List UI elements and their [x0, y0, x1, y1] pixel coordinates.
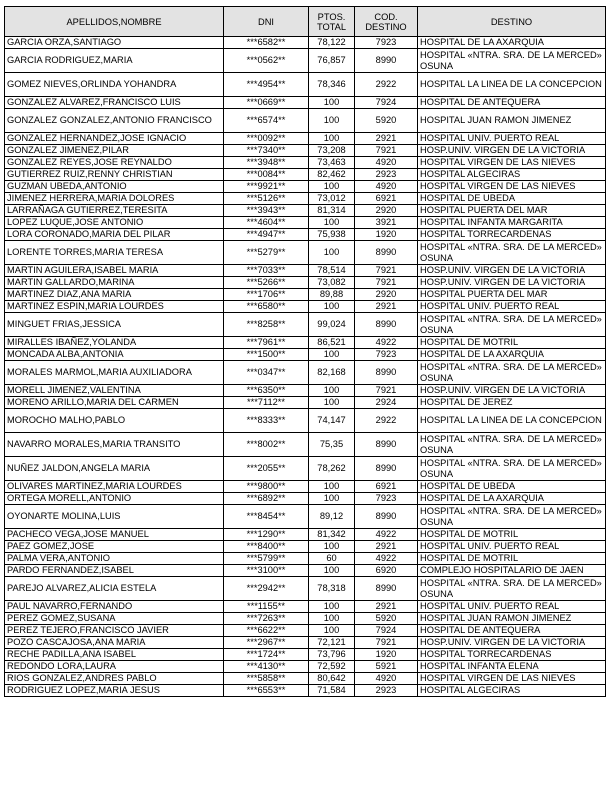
cell-name: PALMA VERA,ANTONIO: [5, 553, 224, 565]
cell-dni: ***1290**: [224, 529, 309, 541]
cell-destino: HOSPITAL «NTRA. SRA. DE LA MERCED» OSUNA: [418, 433, 606, 457]
cell-cod: 6921: [355, 481, 418, 493]
cell-ptos: 72,592: [309, 661, 355, 673]
cell-cod: 7924: [355, 625, 418, 637]
header-apellidos: APELLIDOS,NOMBRE: [5, 7, 224, 37]
cell-cod: 2923: [355, 685, 418, 697]
cell-ptos: 100: [309, 493, 355, 505]
cell-name: MORELL JIMENEZ,VALENTINA: [5, 385, 224, 397]
cell-destino: HOSPITAL «NTRA. SRA. DE LA MERCED» OSUNA: [418, 241, 606, 265]
cell-name: OYONARTE MOLINA,LUIS: [5, 505, 224, 529]
table-body: [5, 37, 606, 697]
cell-ptos: 76,857: [309, 49, 355, 73]
cell-destino: HOSPITAL INFANTA MARGARITA: [418, 217, 606, 229]
table-row: [5, 193, 606, 205]
table-row: [5, 145, 606, 157]
cell-name: GOMEZ NIEVES,ORLINDA YOHANDRA: [5, 73, 224, 97]
table-row: [5, 541, 606, 553]
cell-dni: ***2967**: [224, 637, 309, 649]
cell-ptos: 73,208: [309, 145, 355, 157]
table-row: [5, 673, 606, 685]
cell-cod: 5920: [355, 109, 418, 133]
cell-name: GUTIERREZ RUIZ,RENNY CHRISTIAN: [5, 169, 224, 181]
table-row: [5, 565, 606, 577]
cell-destino: HOSP.UNIV. VIRGEN DE LA VICTORIA: [418, 145, 606, 157]
cell-destino: HOSPITAL JUAN RAMON JIMENEZ: [418, 109, 606, 133]
header-row: [5, 7, 606, 37]
cell-dni: ***4954**: [224, 73, 309, 97]
cell-name: JIMENEZ HERRERA,MARIA DOLORES: [5, 193, 224, 205]
cell-dni: ***5279**: [224, 241, 309, 265]
cell-destino: HOSPITAL DE MOTRIL: [418, 553, 606, 565]
cell-dni: ***7263**: [224, 613, 309, 625]
cell-dni: ***6622**: [224, 625, 309, 637]
cell-cod: 2920: [355, 205, 418, 217]
cell-destino: HOSPITAL DE ANTEQUERA: [418, 97, 606, 109]
cell-ptos: 100: [309, 613, 355, 625]
cell-name: GONZALEZ ALVAREZ,FRANCISCO LUIS: [5, 97, 224, 109]
assignments-table: [4, 6, 606, 697]
cell-cod: 2924: [355, 397, 418, 409]
cell-ptos: 74,147: [309, 409, 355, 433]
cell-destino: HOSPITAL «NTRA. SRA. DE LA MERCED» OSUNA: [418, 361, 606, 385]
cell-dni: ***9800**: [224, 481, 309, 493]
cell-destino: HOSPITAL UNIV. PUERTO REAL: [418, 541, 606, 553]
cell-destino: HOSPITAL UNIV. PUERTO REAL: [418, 133, 606, 145]
cell-dni: ***8258**: [224, 313, 309, 337]
cell-name: NAVARRO MORALES,MARIA TRANSITO: [5, 433, 224, 457]
cell-dni: ***7033**: [224, 265, 309, 277]
table-row: [5, 181, 606, 193]
cell-ptos: 73,012: [309, 193, 355, 205]
table-row: [5, 601, 606, 613]
cell-name: ORTEGA MORELL,ANTONIO: [5, 493, 224, 505]
cell-name: RODRIGUEZ LOPEZ,MARIA JESUS: [5, 685, 224, 697]
cell-cod: 8990: [355, 361, 418, 385]
cell-name: PEREZ GOMEZ,SUSANA: [5, 613, 224, 625]
cell-ptos: 100: [309, 565, 355, 577]
cell-dni: ***6892**: [224, 493, 309, 505]
cell-destino: HOSP.UNIV. VIRGEN DE LA VICTORIA: [418, 385, 606, 397]
table-row: [5, 217, 606, 229]
cell-cod: 7924: [355, 97, 418, 109]
cell-dni: ***2055**: [224, 457, 309, 481]
cell-ptos: 75,938: [309, 229, 355, 241]
cell-name: RIOS GONZALEZ,ANDRES PABLO: [5, 673, 224, 685]
cell-destino: HOSPITAL TORRECARDENAS: [418, 229, 606, 241]
cell-name: GONZALEZ REYES,JOSE REYNALDO: [5, 157, 224, 169]
cell-ptos: 100: [309, 181, 355, 193]
cell-dni: ***5799**: [224, 553, 309, 565]
cell-destino: HOSP.UNIV. VIRGEN DE LA VICTORIA: [418, 265, 606, 277]
cell-ptos: 72,121: [309, 637, 355, 649]
table-row: [5, 133, 606, 145]
cell-cod: 1920: [355, 229, 418, 241]
table-row: [5, 505, 606, 529]
cell-ptos: 100: [309, 133, 355, 145]
cell-cod: 8990: [355, 577, 418, 601]
cell-name: GONZALEZ GONZALEZ,ANTONIO FRANCISCO: [5, 109, 224, 133]
cell-dni: ***5266**: [224, 277, 309, 289]
cell-dni: ***5126**: [224, 193, 309, 205]
cell-destino: HOSPITAL «NTRA. SRA. DE LA MERCED» OSUNA: [418, 313, 606, 337]
cell-ptos: 80,642: [309, 673, 355, 685]
cell-destino: HOSPITAL PUERTA DEL MAR: [418, 205, 606, 217]
cell-dni: ***7112**: [224, 397, 309, 409]
table-row: [5, 529, 606, 541]
cell-cod: 2922: [355, 409, 418, 433]
cell-ptos: 71,584: [309, 685, 355, 697]
table-row: [5, 337, 606, 349]
cell-destino: HOSPITAL VIRGEN DE LAS NIEVES: [418, 157, 606, 169]
cell-ptos: 100: [309, 541, 355, 553]
cell-destino: HOSPITAL ALGECIRAS: [418, 169, 606, 181]
cell-cod: 5921: [355, 661, 418, 673]
cell-dni: ***0092**: [224, 133, 309, 145]
cell-ptos: 100: [309, 601, 355, 613]
cell-name: GARCIA RODRIGUEZ,MARIA: [5, 49, 224, 73]
cell-cod: 2922: [355, 73, 418, 97]
cell-cod: 8990: [355, 49, 418, 73]
cell-cod: 7921: [355, 265, 418, 277]
cell-name: MARTIN AGUILERA,ISABEL MARIA: [5, 265, 224, 277]
cell-cod: 2921: [355, 133, 418, 145]
table-row: [5, 241, 606, 265]
cell-cod: 4920: [355, 673, 418, 685]
cell-ptos: 73,082: [309, 277, 355, 289]
cell-destino: HOSP.UNIV. VIRGEN DE LA VICTORIA: [418, 277, 606, 289]
cell-name: MORENO ARILLO,MARIA DEL CARMEN: [5, 397, 224, 409]
cell-destino: HOSPITAL DE UBEDA: [418, 193, 606, 205]
cell-destino: HOSPITAL LA LINEA DE LA CONCEPCION: [418, 409, 606, 433]
cell-destino: HOSPITAL DE JEREZ: [418, 397, 606, 409]
table-row: [5, 553, 606, 565]
cell-cod: 7923: [355, 37, 418, 49]
cell-cod: 2921: [355, 541, 418, 553]
cell-name: OLIVARES MARTINEZ,MARIA LOURDES: [5, 481, 224, 493]
cell-ptos: 73,463: [309, 157, 355, 169]
cell-ptos: 73,796: [309, 649, 355, 661]
cell-dni: ***8002**: [224, 433, 309, 457]
cell-destino: HOSPITAL DE LA AXARQUIA: [418, 37, 606, 49]
cell-dni: ***5858**: [224, 673, 309, 685]
cell-destino: HOSPITAL «NTRA. SRA. DE LA MERCED» OSUNA: [418, 49, 606, 73]
cell-cod: 6921: [355, 193, 418, 205]
table-row: [5, 229, 606, 241]
cell-ptos: 99,024: [309, 313, 355, 337]
cell-name: GONZALEZ HERNANDEZ,JOSE IGNACIO: [5, 133, 224, 145]
table-row: [5, 157, 606, 169]
cell-ptos: 100: [309, 217, 355, 229]
cell-name: POZO CASCAJOSA,ANA MARIA: [5, 637, 224, 649]
cell-dni: ***1706**: [224, 289, 309, 301]
cell-cod: 5920: [355, 613, 418, 625]
cell-destino: HOSP.UNIV. VIRGEN DE LA VICTORIA: [418, 637, 606, 649]
table-row: [5, 109, 606, 133]
cell-destino: HOSPITAL VIRGEN DE LAS NIEVES: [418, 181, 606, 193]
cell-destino: HOSPITAL UNIV. PUERTO REAL: [418, 301, 606, 313]
cell-name: REDONDO LORA,LAURA: [5, 661, 224, 673]
cell-destino: HOSPITAL DE LA AXARQUIA: [418, 493, 606, 505]
cell-name: MONCADA ALBA,ANTONIA: [5, 349, 224, 361]
cell-name: PARDO FERNANDEZ,ISABEL: [5, 565, 224, 577]
cell-dni: ***3943**: [224, 205, 309, 217]
cell-cod: 4920: [355, 157, 418, 169]
cell-ptos: 81,314: [309, 205, 355, 217]
cell-ptos: 78,122: [309, 37, 355, 49]
cell-cod: 7923: [355, 493, 418, 505]
cell-cod: 8990: [355, 457, 418, 481]
cell-cod: 7921: [355, 145, 418, 157]
cell-ptos: 82,168: [309, 361, 355, 385]
cell-dni: ***3948**: [224, 157, 309, 169]
cell-dni: ***8333**: [224, 409, 309, 433]
table-row: [5, 613, 606, 625]
table-row: [5, 661, 606, 673]
table-row: [5, 409, 606, 433]
cell-destino: HOSPITAL DE LA AXARQUIA: [418, 349, 606, 361]
cell-ptos: 78,318: [309, 577, 355, 601]
cell-ptos: 100: [309, 97, 355, 109]
cell-dni: ***6582**: [224, 37, 309, 49]
cell-cod: 3921: [355, 217, 418, 229]
cell-ptos: 100: [309, 397, 355, 409]
table-row: [5, 385, 606, 397]
cell-name: RECHE PADILLA,ANA ISABEL: [5, 649, 224, 661]
cell-cod: 1920: [355, 649, 418, 661]
cell-destino: HOSPITAL DE ANTEQUERA: [418, 625, 606, 637]
cell-destino: HOSPITAL ALGECIRAS: [418, 685, 606, 697]
cell-cod: 4922: [355, 529, 418, 541]
cell-destino: HOSPITAL JUAN RAMON JIMENEZ: [418, 613, 606, 625]
cell-cod: 8990: [355, 433, 418, 457]
cell-ptos: 86,521: [309, 337, 355, 349]
cell-cod: 8990: [355, 505, 418, 529]
cell-name: PAREJO ALVAREZ,ALICIA ESTELA: [5, 577, 224, 601]
cell-name: LORA CORONADO,MARIA DEL PILAR: [5, 229, 224, 241]
table-row: [5, 625, 606, 637]
table-row: [5, 97, 606, 109]
cell-cod: 6920: [355, 565, 418, 577]
cell-name: MARTINEZ ESPIN,MARIA LOURDES: [5, 301, 224, 313]
table-row: [5, 37, 606, 49]
cell-dni: ***8400**: [224, 541, 309, 553]
cell-ptos: 100: [309, 241, 355, 265]
cell-ptos: 100: [309, 481, 355, 493]
cell-dni: ***4947**: [224, 229, 309, 241]
cell-destino: HOSPITAL TORRECARDENAS: [418, 649, 606, 661]
table-row: [5, 205, 606, 217]
cell-dni: ***1724**: [224, 649, 309, 661]
cell-name: GARCIA ORZA,SANTIAGO: [5, 37, 224, 49]
table-row: [5, 361, 606, 385]
cell-dni: ***2942**: [224, 577, 309, 601]
cell-ptos: 100: [309, 109, 355, 133]
cell-dni: ***6553**: [224, 685, 309, 697]
cell-name: GUZMAN UBEDA,ANTONIO: [5, 181, 224, 193]
cell-dni: ***0562**: [224, 49, 309, 73]
table-row: [5, 169, 606, 181]
cell-destino: HOSPITAL PUERTA DEL MAR: [418, 289, 606, 301]
cell-dni: ***7961**: [224, 337, 309, 349]
cell-destino: HOSPITAL DE MOTRIL: [418, 337, 606, 349]
cell-ptos: 82,462: [309, 169, 355, 181]
cell-cod: 2923: [355, 169, 418, 181]
cell-ptos: 100: [309, 625, 355, 637]
table-row: [5, 265, 606, 277]
cell-dni: ***0669**: [224, 97, 309, 109]
cell-name: MIRALLES IBAÑEZ,YOLANDA: [5, 337, 224, 349]
cell-dni: ***6350**: [224, 385, 309, 397]
cell-cod: 7923: [355, 349, 418, 361]
cell-ptos: 78,262: [309, 457, 355, 481]
cell-name: LOPEZ LUQUE,JOSE ANTONIO: [5, 217, 224, 229]
cell-cod: 4920: [355, 181, 418, 193]
cell-ptos: 81,342: [309, 529, 355, 541]
table-row: [5, 301, 606, 313]
cell-name: MOROCHO MALHO,PABLO: [5, 409, 224, 433]
table-row: [5, 577, 606, 601]
cell-ptos: 75,35: [309, 433, 355, 457]
cell-dni: ***6574**: [224, 109, 309, 133]
cell-dni: ***1155**: [224, 601, 309, 613]
cell-ptos: 100: [309, 349, 355, 361]
cell-name: LORENTE TORRES,MARIA TERESA: [5, 241, 224, 265]
cell-cod: 2921: [355, 601, 418, 613]
cell-destino: HOSPITAL VIRGEN DE LAS NIEVES: [418, 673, 606, 685]
cell-dni: ***4604**: [224, 217, 309, 229]
cell-name: PEREZ TEJERO,FRANCISCO JAVIER: [5, 625, 224, 637]
cell-dni: ***7340**: [224, 145, 309, 157]
table-row: [5, 277, 606, 289]
cell-cod: 7921: [355, 385, 418, 397]
cell-name: NUÑEZ JALDON,ANGELA MARIA: [5, 457, 224, 481]
cell-name: PACHECO VEGA,JOSE MANUEL: [5, 529, 224, 541]
cell-dni: ***6580**: [224, 301, 309, 313]
cell-cod: 2921: [355, 301, 418, 313]
cell-destino: HOSPITAL «NTRA. SRA. DE LA MERCED» OSUNA: [418, 457, 606, 481]
header-destino: DESTINO: [418, 7, 606, 37]
cell-cod: 7921: [355, 637, 418, 649]
cell-destino: HOSPITAL DE UBEDA: [418, 481, 606, 493]
header-dni: DNI: [224, 7, 309, 37]
cell-cod: 4922: [355, 553, 418, 565]
cell-ptos: 60: [309, 553, 355, 565]
table-row: [5, 685, 606, 697]
table-row: [5, 493, 606, 505]
header-ptos-total: PTOS. TOTAL: [309, 7, 355, 37]
cell-ptos: 100: [309, 385, 355, 397]
cell-dni: ***0084**: [224, 169, 309, 181]
cell-dni: ***9921**: [224, 181, 309, 193]
cell-name: GONZALEZ JIMENEZ,PILAR: [5, 145, 224, 157]
cell-name: LARRAÑAGA GUTIERREZ,TERESITA: [5, 205, 224, 217]
table-row: [5, 433, 606, 457]
cell-destino: HOSPITAL «NTRA. SRA. DE LA MERCED» OSUNA: [418, 505, 606, 529]
cell-name: MARTIN GALLARDO,MARINA: [5, 277, 224, 289]
cell-dni: ***3100**: [224, 565, 309, 577]
cell-ptos: 89,12: [309, 505, 355, 529]
header-cod-destino: COD. DESTINO: [355, 7, 418, 37]
table-row: [5, 397, 606, 409]
cell-cod: 8990: [355, 241, 418, 265]
cell-destino: HOSPITAL UNIV. PUERTO REAL: [418, 601, 606, 613]
table-row: [5, 313, 606, 337]
table-row: [5, 649, 606, 661]
cell-cod: 8990: [355, 313, 418, 337]
cell-name: PAUL NAVARRO,FERNANDO: [5, 601, 224, 613]
cell-destino: COMPLEJO HOSPITALARIO DE JAEN: [418, 565, 606, 577]
cell-dni: ***0347**: [224, 361, 309, 385]
cell-name: MARTINEZ DIAZ,ANA MARIA: [5, 289, 224, 301]
cell-destino: HOSPITAL LA LINEA DE LA CONCEPCION: [418, 73, 606, 97]
cell-cod: 7921: [355, 277, 418, 289]
cell-name: MORALES MARMOL,MARIA AUXILIADORA: [5, 361, 224, 385]
cell-ptos: 89,88: [309, 289, 355, 301]
table-row: [5, 457, 606, 481]
cell-ptos: 78,346: [309, 73, 355, 97]
cell-dni: ***4130**: [224, 661, 309, 673]
cell-ptos: 100: [309, 301, 355, 313]
cell-name: PAEZ GOMEZ,JOSE: [5, 541, 224, 553]
cell-dni: ***8454**: [224, 505, 309, 529]
table-row: [5, 49, 606, 73]
cell-cod: 4922: [355, 337, 418, 349]
cell-destino: HOSPITAL INFANTA ELENA: [418, 661, 606, 673]
table-row: [5, 481, 606, 493]
cell-destino: HOSPITAL DE MOTRIL: [418, 529, 606, 541]
table-header: [5, 7, 606, 37]
table-row: [5, 73, 606, 97]
cell-name: MINGUET FRIAS,JESSICA: [5, 313, 224, 337]
cell-cod: 2920: [355, 289, 418, 301]
table-row: [5, 289, 606, 301]
cell-dni: ***1500**: [224, 349, 309, 361]
table-row: [5, 349, 606, 361]
cell-ptos: 78,514: [309, 265, 355, 277]
cell-destino: HOSPITAL «NTRA. SRA. DE LA MERCED» OSUNA: [418, 577, 606, 601]
table-row: [5, 637, 606, 649]
